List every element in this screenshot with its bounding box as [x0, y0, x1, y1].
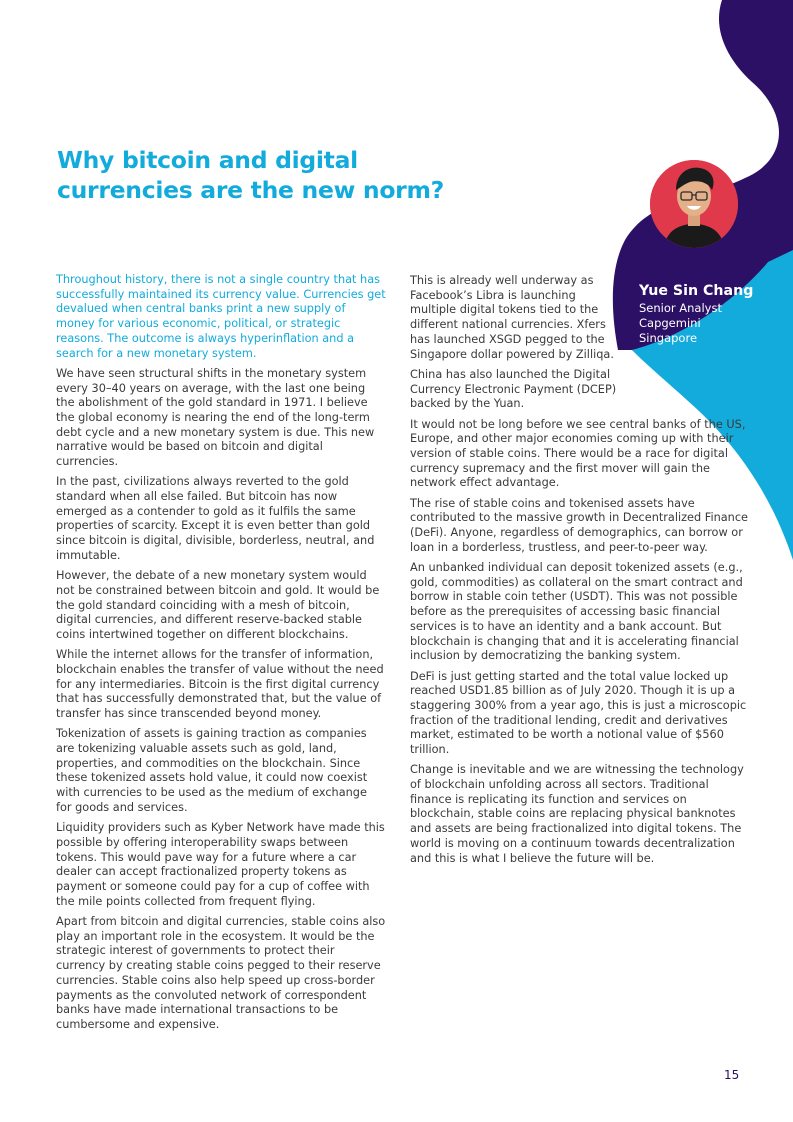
body-paragraph: DeFi is just getting started and the total value locked up reached USD1.85 billion as of July 2020. Though it is up a staggering 300% from a year ago, this is just a microscopic fraction of the traditional lending, credit and derivatives market, estimated to be worth a notional value of $560 trillion.	[410, 669, 747, 757]
body-paragraph: Apart from bitcoin and digital currencies, stable coins also play an important role in the ecosystem. It would be the strategic interest of governments to protect their currency by creating stable coins pegged to their reserve currencies. Stable coins also help speed up cross-border payments as the convoluted network of correspondent banks have made international transactions to be cumbersome and expensive.	[56, 914, 386, 1031]
body-paragraph: An unbanked individual can deposit tokenized assets (e.g., gold, commodities) as collateral on the smart contract and borrow in stable coin tether (USDT). This was not possible before as the prerequisites of accessing basic financial services is to have an identity and a bank account. But blockchain is changing that and it is accelerating financial inclusion by democratizing the banking system.	[410, 561, 743, 663]
body-paragraph: We have seen structural shifts in the monetary system every 30–40 years on average, with the last one being the abolishment of the gold standard in 1971. I believe the global economy is nearing the end of the long-term debt cycle and a new monetary system is due. This new narrative would be based on bitcoin and digital currencies.	[56, 366, 375, 469]
author-name: Yue Sin Chang	[639, 283, 754, 299]
page-number: 15	[724, 1068, 740, 1082]
author-location: Singapore	[639, 331, 698, 345]
article-title: Why bitcoin and digital currencies are the new norm?	[57, 146, 444, 204]
body-paragraph: While the internet allows for the transfer of information, blockchain enables the transfer of value without the need for any intermediaries. Bitcoin is the first digital currency that has successfully demonstrated that, but the value of transfer has since transcended beyond money.	[56, 648, 384, 721]
body-paragraph: It would not be long before we see central banks of the US, Europe, and other major economies coming up with their version of stable coins. There would be a race for digital currency supremacy and the first mover will gain the network effect advantage.	[410, 417, 746, 490]
body-paragraph: However, the debate of a new monetary system would not be constrained between bitcoin and gold. It would be the gold standard coinciding with a mesh of bitcoin, digital currencies, and different reserve-backed stable coins intertwined together on different blockchains.	[56, 569, 380, 641]
body-paragraph: Change is inevitable and we are witnessing the technology of blockchain unfolding across all sectors. Traditional finance is replicating its function and services on blockchain, stable coins are replacing physical banknotes and assets are being fractionalized into digital tokens. The world is moving on a continuum towards decentralization and this is what I believe the future will be.	[410, 763, 744, 865]
body-paragraph: China has also launched the Digital Currency Electronic Payment (DCEP) backed by the Yuan.	[410, 367, 617, 411]
author-role: Senior Analyst	[639, 301, 722, 315]
author-block	[639, 281, 753, 346]
author-photo	[650, 160, 738, 248]
left-column	[56, 273, 386, 1038]
body-paragraph: This is already well underway as Facebook’s Libra is launching multiple digital tokens tied to the different national currencies. Xfers has launched XSGD pegged to the Singapore dollar powered by Zilliqa.	[410, 274, 614, 361]
body-paragraph: Liquidity providers such as Kyber Network have made this possible by offering interoperability swaps between tokens. This would pave way for a future where a car dealer can accept fractionalized property tokens as payment or someone could pay for a cup of coffee with the mile points collected from frequent flying.	[56, 821, 385, 908]
body-paragraph: In the past, civilizations always reverted to the gold standard when all else failed. But bitcoin has now emerged as a contender to gold as it fulfils the same properties of scarcity. Except it is even better than gold since bitcoin is digital, divisible, borderless, neutral, and immutable.	[56, 475, 375, 562]
author-company: Capgemini	[639, 316, 701, 330]
intro-paragraph: Throughout history, there is not a single country that has successfully maintained its currency value. Currencies get devalued when central banks print a new supply of money for various economic, political, or strategic reasons. The outcome is always hyperinflation and a search for a new monetary system.	[56, 273, 386, 360]
body-paragraph: The rise of stable coins and tokenised assets have contributed to the massive growth in Decentralized Finance (DeFi). Anyone, regardless of demographics, can borrow or loan in a borderless, trustless, and peer-to-peer way.	[410, 496, 748, 554]
right-column	[410, 274, 750, 872]
body-paragraph: Tokenization of assets is gaining traction as companies are tokenizing valuable assets such as gold, land, properties, and commodities on the blockchain. Since these tokenized assets hold value, it could now coexist with currencies to be used as the medium of exchange for goods and services.	[56, 727, 368, 814]
